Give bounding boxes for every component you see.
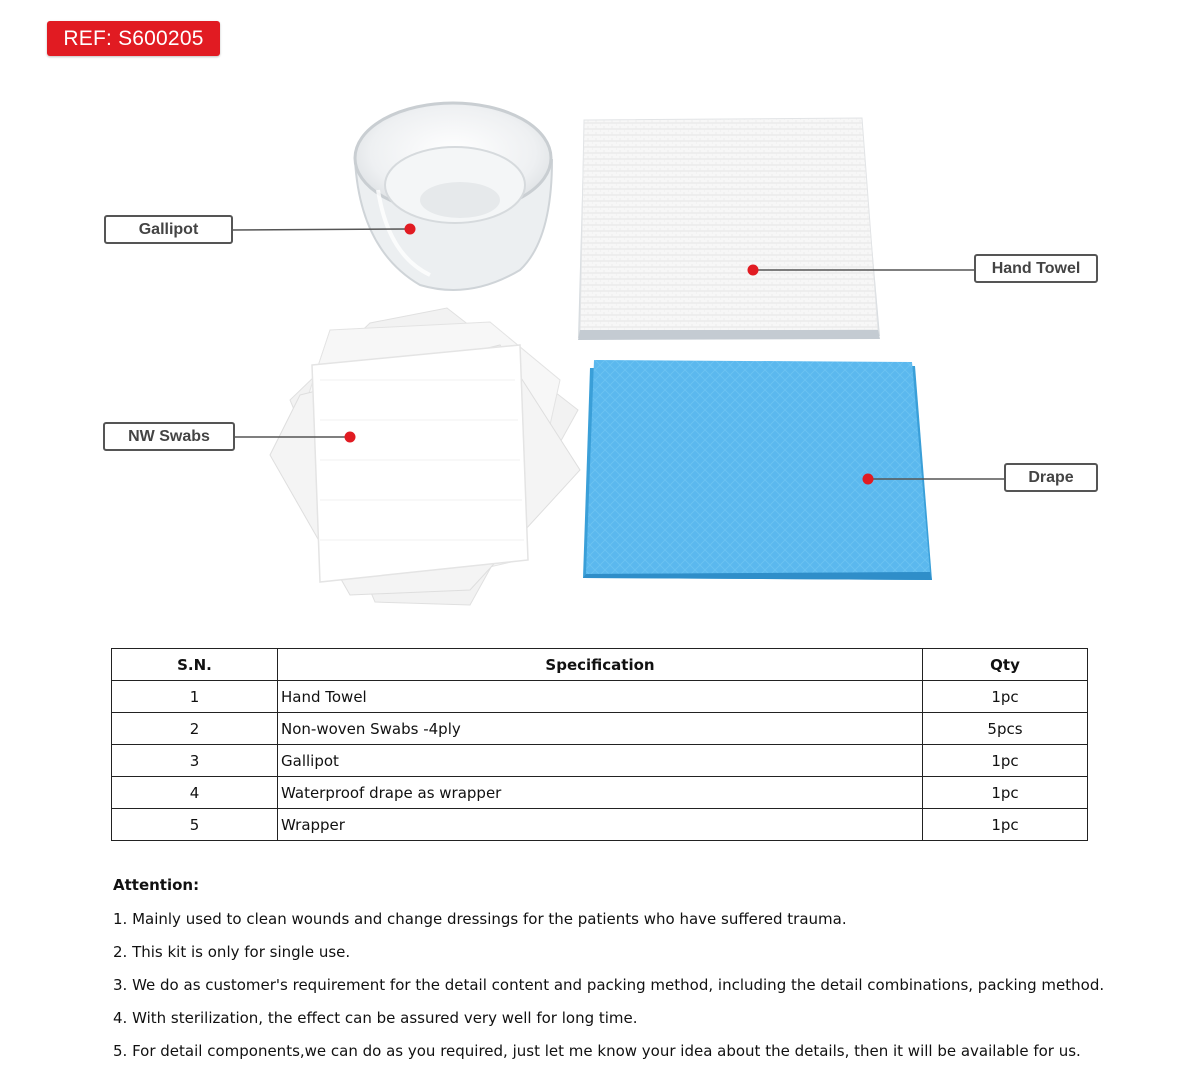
nw-swabs-image: [270, 308, 580, 605]
cell-spec: Waterproof drape as wrapper: [278, 777, 923, 809]
gallipot-image: [355, 103, 552, 290]
table-row: [112, 745, 1088, 777]
cell-sn: 1: [112, 681, 278, 713]
nw-swabs-marker: [345, 432, 356, 443]
drape-image: [583, 360, 932, 580]
drape-label: Drape: [1004, 463, 1098, 492]
cell-sn: 5: [112, 809, 278, 841]
table-row: [112, 809, 1088, 841]
drape-marker: [863, 474, 874, 485]
ref-badge: REF: S600205: [47, 21, 220, 56]
header-qty: Qty: [923, 649, 1088, 681]
hand-towel-label: Hand Towel: [974, 254, 1098, 283]
header-specification: Specification: [278, 649, 923, 681]
cell-qty: 1pc: [923, 777, 1088, 809]
header-sn: S.N.: [112, 649, 278, 681]
cell-spec: Wrapper: [278, 809, 923, 841]
cell-spec: Hand Towel: [278, 681, 923, 713]
table-row: [112, 681, 1088, 713]
table-row: [112, 777, 1088, 809]
cell-qty: 1pc: [923, 681, 1088, 713]
cell-sn: 3: [112, 745, 278, 777]
nw-swabs-label: NW Swabs: [103, 422, 235, 451]
attention-item: 5. For detail components,we can do as you required, just let me know your idea about the details, then it will be available for us.: [113, 1042, 1081, 1060]
cell-qty: 1pc: [923, 809, 1088, 841]
attention-title: Attention:: [113, 876, 200, 894]
attention-item: 1. Mainly used to clean wounds and change dressings for the patients who have suffered trauma.: [113, 910, 847, 928]
attention-item: 2. This kit is only for single use.: [113, 943, 351, 961]
attention-item: 3. We do as customer's requirement for the detail content and packing method, including the detail combinations, packing method.: [113, 976, 1105, 994]
cell-qty: 1pc: [923, 745, 1088, 777]
cell-qty: 5pcs: [923, 713, 1088, 745]
cell-spec: Gallipot: [278, 745, 923, 777]
cell-sn: 4: [112, 777, 278, 809]
attention-item: 4. With sterilization, the effect can be assured very well for long time.: [113, 1009, 638, 1027]
cell-spec: Non-woven Swabs -4ply: [278, 713, 923, 745]
table-row: [112, 713, 1088, 745]
attention-section: [113, 876, 1104, 1075]
hand-towel-marker: [748, 265, 759, 276]
cell-sn: 2: [112, 713, 278, 745]
gallipot-marker: [405, 224, 416, 235]
gallipot-label: Gallipot: [104, 215, 233, 244]
table-header-row: [112, 649, 1088, 681]
spec-table: [111, 648, 1088, 841]
hand-towel-image: [578, 118, 880, 340]
